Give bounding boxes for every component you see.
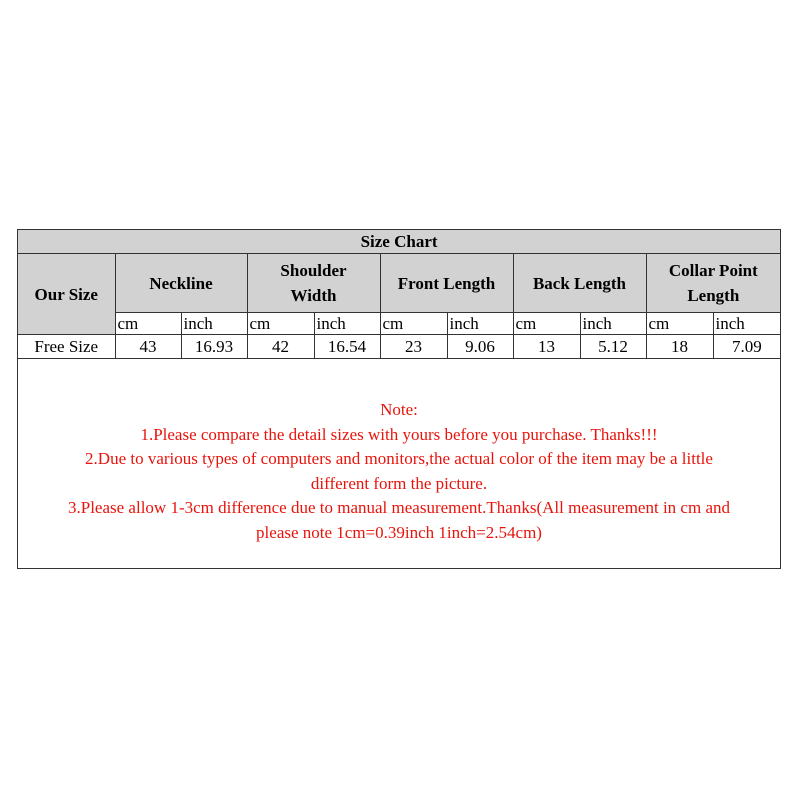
size-name-cell: Free Size (18, 335, 115, 359)
table-row (18, 335, 780, 359)
note-heading: Note: (380, 400, 418, 419)
unit-cell: inch (713, 313, 780, 335)
unit-cell: cm (247, 313, 314, 335)
header-front-length: Front Length (380, 254, 513, 313)
unit-cell: inch (580, 313, 646, 335)
size-table (18, 230, 780, 359)
value-cell: 5.12 (580, 335, 646, 359)
value-cell: 16.93 (181, 335, 247, 359)
note-line-1: 1.Please compare the detail sizes with yours before you purchase. Thanks!!! (140, 424, 658, 444)
unit-cell: inch (447, 313, 513, 335)
note-line-2a: 2.Due to various types of computers and monitors,the actual color of the item may be a little (85, 449, 713, 468)
unit-cell: cm (380, 313, 447, 335)
unit-cell: cm (646, 313, 713, 335)
header-collar-line1: Collar Point (668, 261, 758, 280)
value-cell: 7.09 (713, 335, 780, 359)
header-shoulder-line2: Width (290, 286, 337, 305)
value-cell: 16.54 (314, 335, 380, 359)
unit-cell: inch (314, 313, 380, 335)
table-title: Size Chart (18, 230, 780, 254)
header-back-length: Back Length (513, 254, 646, 313)
value-cell: 42 (247, 335, 314, 359)
value-cell: 43 (115, 335, 181, 359)
header-collar-point-length (646, 254, 780, 313)
value-cell: 13 (513, 335, 580, 359)
unit-cell: cm (513, 313, 580, 335)
value-cell: 23 (380, 335, 447, 359)
note-line-2b: different form the picture. (310, 473, 488, 493)
header-our-size: Our Size (18, 254, 115, 335)
note-line-3b: please note 1cm=0.39inch 1inch=2.54cm) (256, 522, 542, 542)
value-cell: 18 (646, 335, 713, 359)
size-chart (17, 229, 781, 569)
header-shoulder-width (247, 254, 380, 313)
unit-cell: inch (181, 313, 247, 335)
header-neckline: Neckline (115, 254, 247, 313)
notes-block (18, 398, 780, 545)
value-cell: 9.06 (447, 335, 513, 359)
unit-cell: cm (115, 313, 181, 335)
note-line-3a: 3.Please allow 1-3cm difference due to manual measurement.Thanks(All measurement in cm and (68, 498, 730, 517)
header-collar-line2: Length (687, 286, 740, 305)
header-shoulder-line1: Shoulder (280, 261, 347, 280)
